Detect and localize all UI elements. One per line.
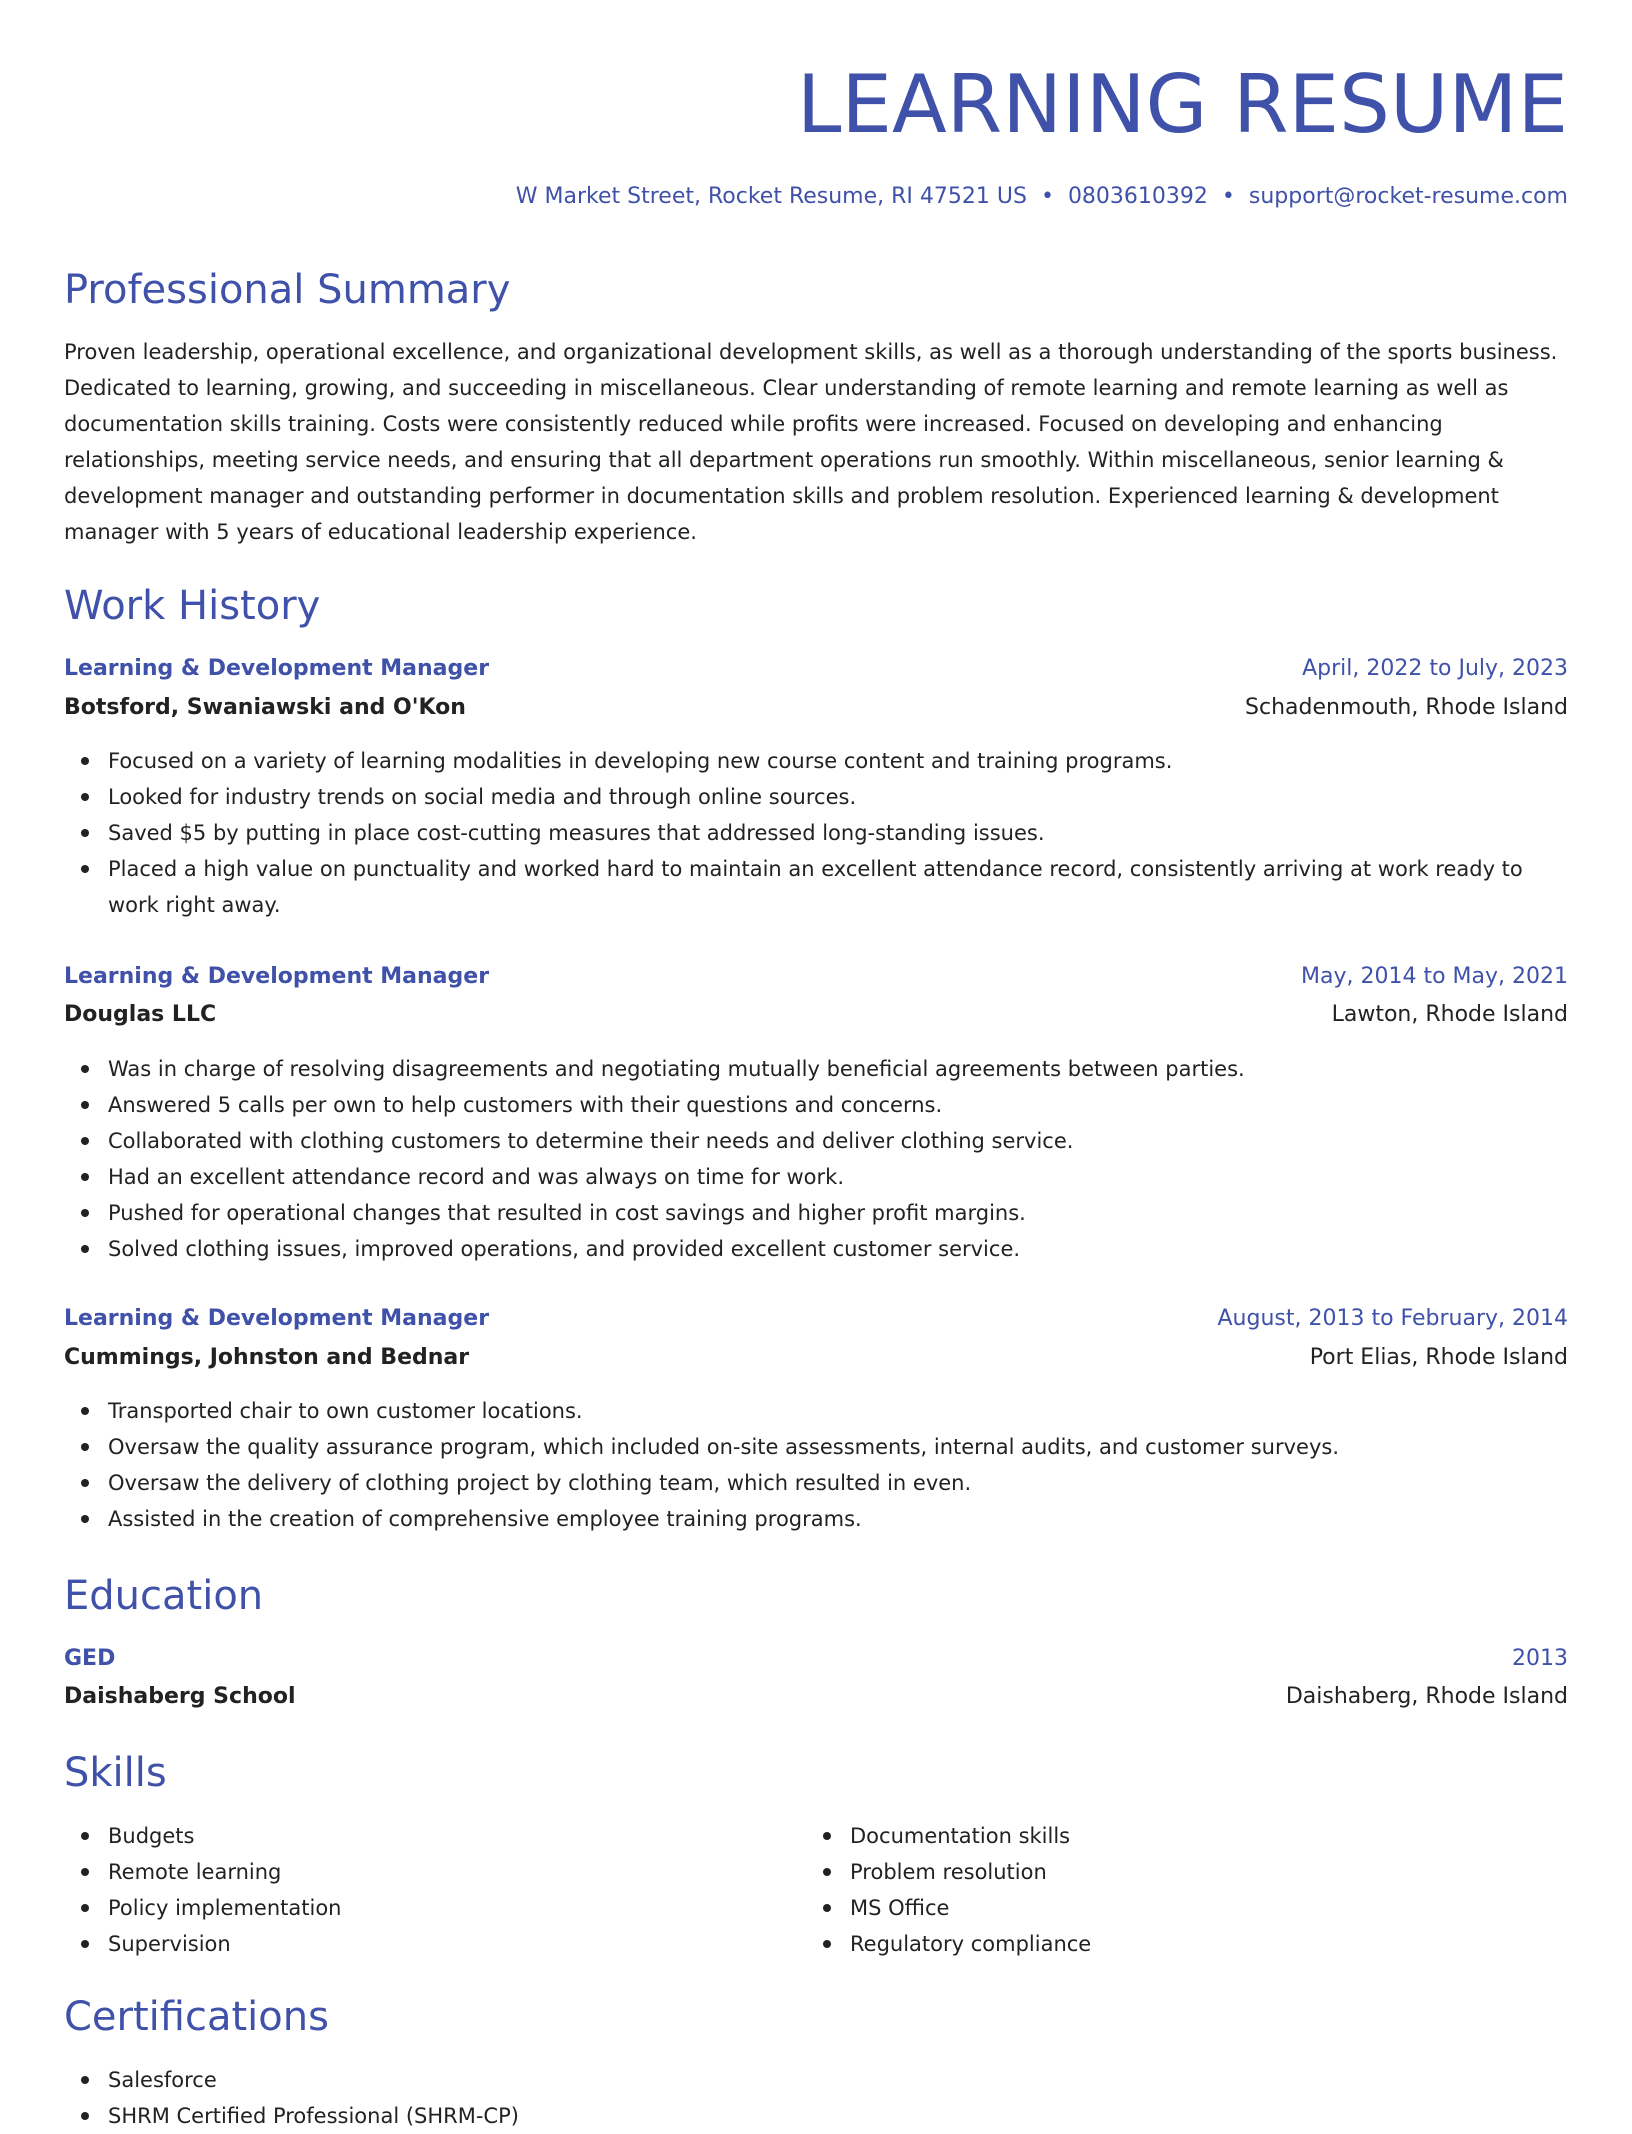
job-header xyxy=(64,651,1568,687)
contact-phone: 0803610392 xyxy=(1067,184,1208,209)
certifications-list xyxy=(64,2062,1568,2134)
job-dates: April, 2022 to July, 2023 xyxy=(1302,656,1568,681)
contact-line xyxy=(516,180,1568,214)
list-item: Pushed for operational changes that resulted in cost savings and higher profit margins. xyxy=(108,1195,1568,1231)
list-item: Saved $5 by putting in place cost-cutting measures that addressed long-standing issues. xyxy=(108,815,1568,851)
job-employer-row xyxy=(64,1340,1568,1376)
section-title-education: Education xyxy=(64,1573,264,1619)
education-year: 2013 xyxy=(1512,1646,1568,1671)
contact-email[interactable]: support@rocket-resume.com xyxy=(1248,184,1568,209)
section-title-certifications: Certifications xyxy=(64,1994,329,2040)
job-header xyxy=(64,1301,1568,1337)
job-dates: August, 2013 to February, 2014 xyxy=(1217,1306,1568,1331)
certification-item: Salesforce xyxy=(108,2062,1568,2098)
section-title-skills: Skills xyxy=(64,1750,167,1796)
separator-dot: • xyxy=(1221,184,1235,209)
skill-item: Regulatory compliance xyxy=(850,1926,1506,1962)
section-title-summary: Professional Summary xyxy=(64,267,511,313)
job-employer: Douglas LLC xyxy=(64,1002,217,1027)
resume-name: LEARNING RESUME xyxy=(796,58,1568,151)
certification-item: SHRM Certified Professional (SHRM-CP) xyxy=(108,2098,1568,2134)
job-header xyxy=(64,959,1568,995)
job-employer-row xyxy=(64,997,1568,1033)
job-employer-row xyxy=(64,690,1568,726)
skill-item: Documentation skills xyxy=(850,1818,1506,1854)
skill-item: Budgets xyxy=(108,1818,764,1854)
contact-address: W Market Street, Rocket Resume, RI 47521 US xyxy=(515,184,1027,209)
education-header xyxy=(64,1641,1568,1677)
list-item: Had an excellent attendance record and was always on time for work. xyxy=(108,1159,1568,1195)
job-employer: Cummings, Johnston and Bednar xyxy=(64,1345,470,1370)
list-item: Collaborated with clothing customers to determine their needs and deliver clothing service. xyxy=(108,1123,1568,1159)
skill-item: Problem resolution xyxy=(850,1854,1506,1890)
job-location: Lawton, Rhode Island xyxy=(1331,1002,1568,1027)
job-bullets xyxy=(64,1393,1568,1537)
skills-list-right xyxy=(806,1818,1506,1962)
education-school: Daishaberg School xyxy=(64,1684,296,1709)
list-item: Transported chair to own customer locations. xyxy=(108,1393,1568,1429)
summary-text: Proven leadership, operational excellence, and organizational development skills, as well as a thorough understanding of the sports business. Dedicated to learning, growing, and succeeding in miscellaneous. Clear understanding of remote learning and remote learning as well as documentation skills training. Costs were consistently reduced while profits were increased. Focused on developing and enhancing relationships, meeting service needs, and ensuring that all department operations run smoothly. Within miscellaneous, senior learning & development manager and outstanding performer in documentation skills and problem resolution. Experienced learning & development manager with 5 years of educational leadership experience. xyxy=(64,340,1558,544)
job-bullets xyxy=(64,1051,1568,1267)
job-bullets xyxy=(64,743,1568,923)
list-item: Was in charge of resolving disagreements and negotiating mutually beneficial agreements between parties. xyxy=(108,1051,1568,1087)
skill-item: MS Office xyxy=(850,1890,1506,1926)
separator-dot: • xyxy=(1040,184,1054,209)
job-title: Learning & Development Manager xyxy=(64,1306,490,1331)
education-location: Daishaberg, Rhode Island xyxy=(1285,1684,1568,1709)
job-location: Port Elias, Rhode Island xyxy=(1309,1345,1568,1370)
resume-page xyxy=(64,0,1568,2128)
job-employer: Botsford, Swaniawski and O'Kon xyxy=(64,695,466,720)
skills-list-left xyxy=(64,1818,764,1962)
list-item: Assisted in the creation of comprehensive employee training programs. xyxy=(108,1501,1568,1537)
list-item: Solved clothing issues, improved operations, and provided excellent customer service. xyxy=(108,1231,1568,1267)
list-item: Focused on a variety of learning modalities in developing new course content and training programs. xyxy=(108,743,1568,779)
skill-item: Supervision xyxy=(108,1926,764,1962)
list-item: Oversaw the delivery of clothing project by clothing team, which resulted in even. xyxy=(108,1465,1568,1501)
job-location: Schadenmouth, Rhode Island xyxy=(1245,695,1568,720)
list-item: Answered 5 calls per own to help customers with their questions and concerns. xyxy=(108,1087,1568,1123)
education-school-row xyxy=(64,1679,1568,1715)
education-degree: GED xyxy=(64,1646,116,1671)
job-title: Learning & Development Manager xyxy=(64,656,490,681)
section-title-work-history: Work History xyxy=(64,583,321,629)
job-title: Learning & Development Manager xyxy=(64,964,490,989)
list-item: Looked for industry trends on social media and through online sources. xyxy=(108,779,1568,815)
list-item: Oversaw the quality assurance program, which included on-site assessments, internal audits, and customer surveys. xyxy=(108,1429,1568,1465)
job-dates: May, 2014 to May, 2021 xyxy=(1301,964,1568,989)
list-item: Placed a high value on punctuality and worked hard to maintain an excellent attendance record, consistently arriving at work ready to work right away. xyxy=(108,851,1568,923)
skill-item: Remote learning xyxy=(108,1854,764,1890)
skill-item: Policy implementation xyxy=(108,1890,764,1926)
